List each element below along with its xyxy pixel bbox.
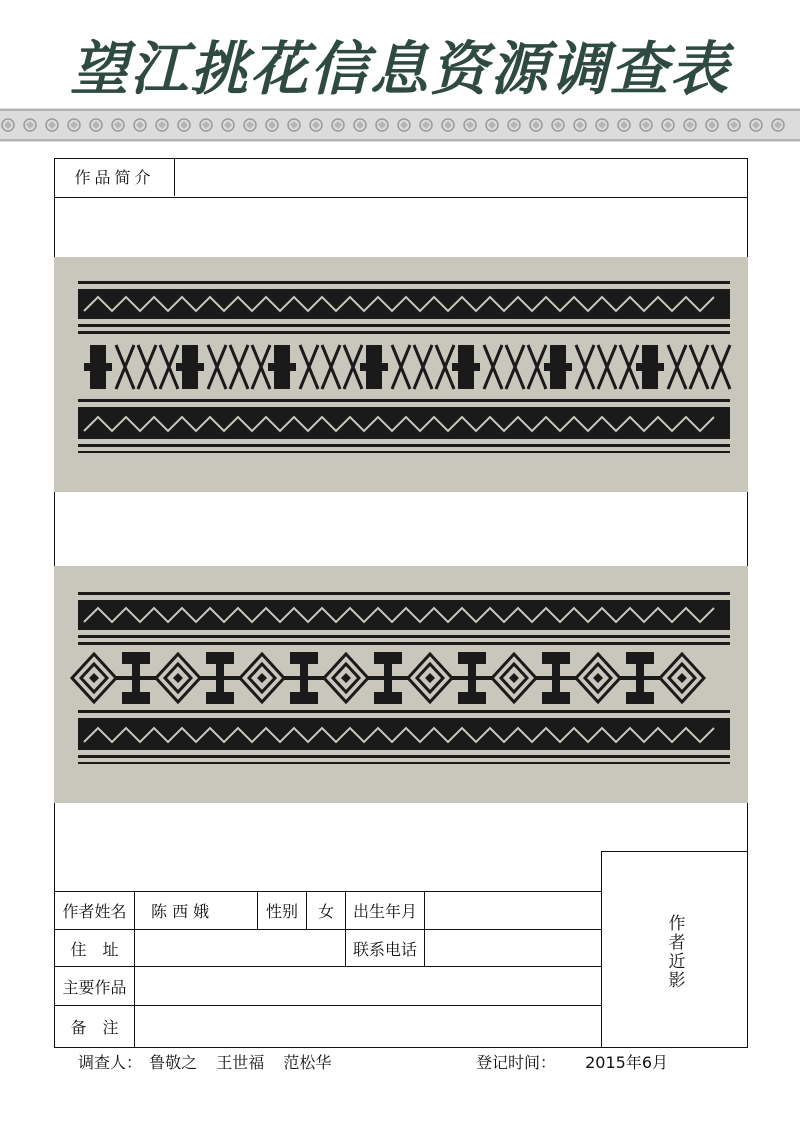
phone-value — [424, 929, 602, 967]
page-title: 望江挑花信息资源调查表 — [69, 35, 730, 103]
works-label: 主要作品 — [54, 966, 135, 1006]
investigator-name: 王世福 — [216, 1053, 265, 1072]
intro-row — [54, 158, 748, 198]
investigator-name: 范松华 — [283, 1053, 332, 1072]
author-name-label: 作者姓名 — [54, 891, 135, 930]
author-name-value: 陈 西 娥 — [134, 891, 258, 930]
birth-label: 出生年月 — [345, 891, 425, 930]
register-line — [476, 1050, 668, 1073]
address-label: 住 址 — [54, 929, 135, 967]
gender-value: 女 — [306, 891, 346, 930]
register-date: 2015年6月 — [585, 1053, 669, 1072]
works-value — [134, 966, 602, 1006]
portrait-label: 作者近影 — [664, 914, 685, 990]
embroidery-photo-1 — [54, 257, 748, 492]
address-value — [134, 929, 346, 967]
investigator-label: 调查人： — [78, 1053, 143, 1072]
investigator-line — [78, 1050, 345, 1073]
intro-label: 作品简介 — [55, 159, 175, 196]
decorative-pattern-band — [0, 108, 800, 142]
embroidery-photo-2 — [54, 566, 748, 803]
register-label: 登记时间： — [476, 1053, 557, 1072]
notes-value — [134, 1005, 602, 1048]
investigator-name: 鲁敬之 — [149, 1053, 198, 1072]
phone-label: 联系电话 — [345, 929, 425, 967]
gender-label: 性别 — [257, 891, 307, 930]
author-portrait-box — [601, 851, 748, 1048]
notes-label: 备 注 — [54, 1005, 135, 1048]
birth-value — [424, 891, 602, 930]
